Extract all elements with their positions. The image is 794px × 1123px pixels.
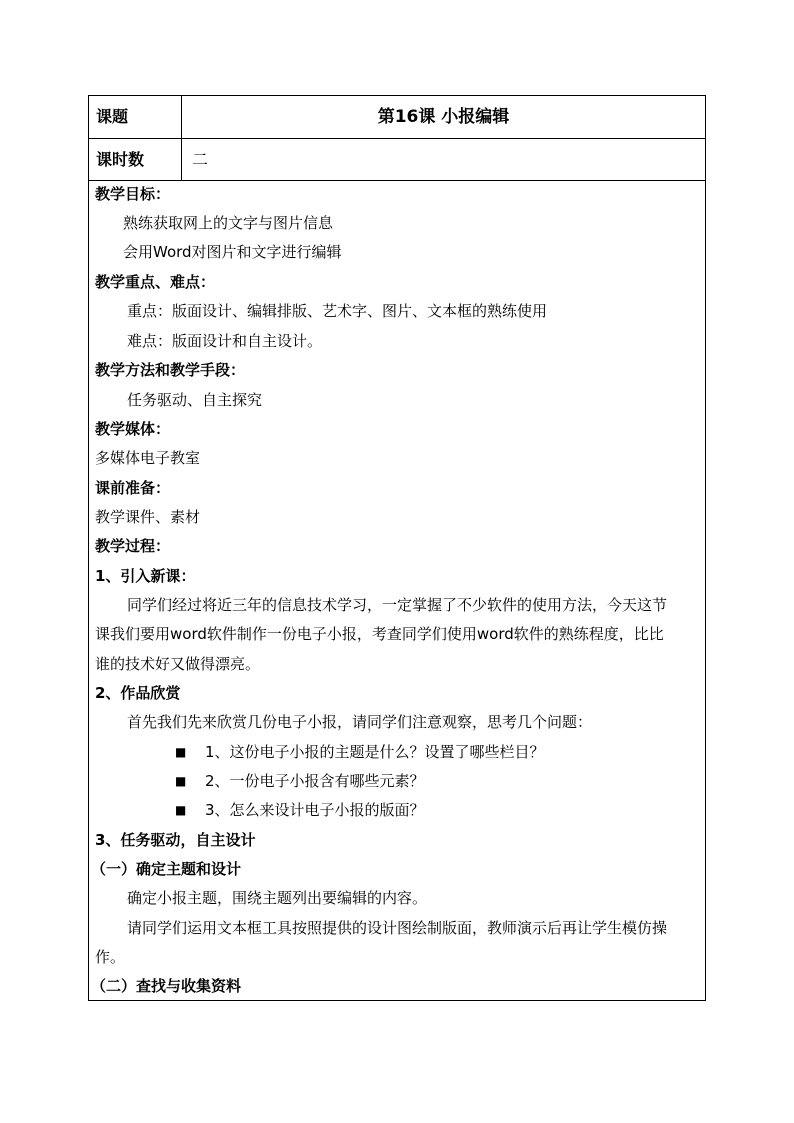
subsection-heading: （二）查找与收集资料 — [91, 977, 242, 995]
key-heading: 教学重点、难点： — [95, 273, 216, 291]
paragraph-line: 请同学们运用文本框工具按照提供的设计图绘制版面，教师演示后再让学生模仿操 — [127, 919, 668, 937]
square-bullet-icon: ■ — [175, 774, 187, 788]
goal-item: 会用Word对图片和文字进行编辑 — [123, 243, 342, 261]
media-heading: 教学媒体： — [95, 420, 171, 438]
subsection-heading: （一）确定主题和设计 — [91, 860, 242, 878]
process-heading: 教学过程： — [95, 537, 171, 555]
question-item: 3、怎么来设计电子小报的版面？ — [205, 801, 425, 819]
paragraph-line: 确定小报主题，围绕主题列出要编辑的内容。 — [127, 889, 428, 907]
paragraph-line: 谁的技术好又做得漂亮。 — [95, 655, 261, 673]
paragraph-line: 首先我们先来欣赏几份电子小报，请同学们注意观察，思考几个问题： — [127, 713, 593, 731]
lesson-body — [89, 181, 705, 1000]
prep-heading: 课前准备： — [95, 479, 171, 497]
square-bullet-icon: ■ — [175, 803, 187, 817]
goal-item: 熟练获取网上的文字与图片信息 — [123, 214, 334, 232]
section-heading: 3、任务驱动，自主设计 — [95, 831, 256, 849]
goal-heading: 教学目标： — [95, 185, 171, 203]
media-text: 多媒体电子教室 — [95, 449, 201, 467]
hours-label: 课时数 — [89, 139, 182, 180]
lesson-title: 第16课 小报编辑 — [377, 107, 510, 127]
question-item: 2、一份电子小报含有哪些元素？ — [205, 772, 425, 790]
title-row — [89, 96, 705, 139]
key-point: 重点：版面设计、编辑排版、艺术字、图片、文本框的熟练使用 — [127, 302, 548, 320]
section-heading: 1、引入新课： — [95, 567, 196, 585]
paragraph-line: 同学们经过将近三年的信息技术学习，一定掌握了不少软件的使用方法，今天这节 — [127, 596, 668, 614]
title-label: 课题 — [89, 96, 182, 138]
hours-value: 二 — [192, 150, 209, 169]
hours-row — [89, 139, 705, 181]
section-heading: 2、作品欣赏 — [95, 684, 181, 702]
square-bullet-icon: ■ — [175, 745, 187, 759]
paragraph-line: 课我们要用word软件制作一份电子小报，考查同学们使用word软件的熟练程度，比比 — [95, 625, 664, 643]
paragraph-line: 作。 — [95, 948, 126, 966]
lesson-plan-table — [88, 95, 706, 1001]
prep-text: 教学课件、素材 — [95, 508, 201, 526]
method-text: 任务驱动、自主探究 — [127, 391, 263, 409]
method-heading: 教学方法和教学手段： — [95, 361, 246, 379]
difficult-point: 难点：版面设计和自主设计。 — [127, 332, 323, 350]
question-item: 1、这份电子小报的主题是什么？设置了哪些栏目？ — [205, 743, 545, 761]
